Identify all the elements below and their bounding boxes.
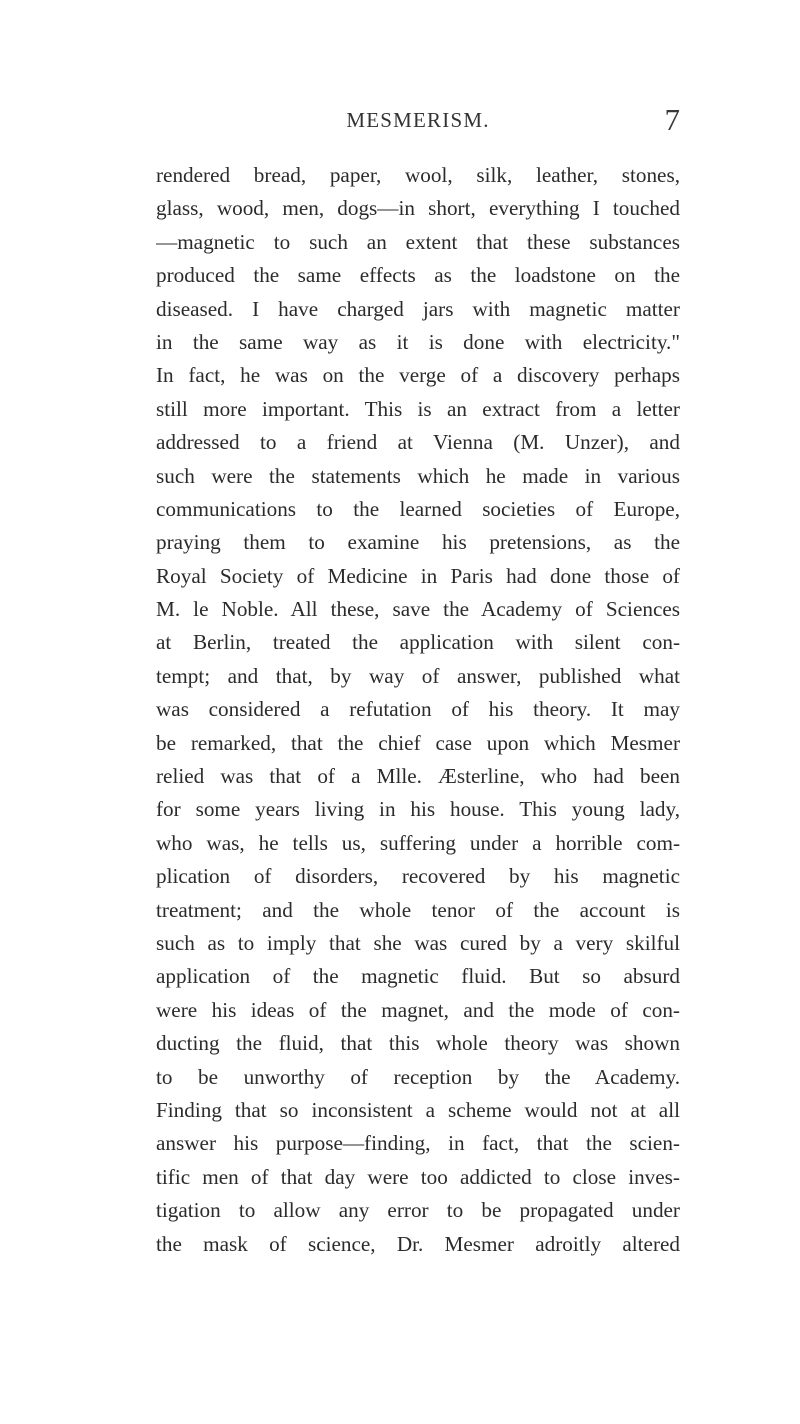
text-line: was considered a refutation of his theory. It may (156, 697, 680, 722)
text-line: glass, wood, men, dogs—in short, everything I touched (156, 196, 680, 221)
text-line: in the same way as it is done with electricity." (156, 329, 680, 354)
text-line: tigation to allow any error to be propagated under (156, 1198, 680, 1223)
text-line: M. le Noble. All these, save the Academy of Sciences (156, 597, 680, 622)
text-line: to be unworthy of reception by the Academy. (156, 1064, 680, 1089)
text-line: for some years living in his house. This young lady, (156, 797, 680, 822)
text-line: Finding that so inconsistent a scheme would not at all (156, 1097, 680, 1122)
text-line: —magnetic to such an extent that these substances (156, 229, 680, 254)
running-header (156, 102, 680, 137)
text-line: Royal Society of Medicine in Paris had done those of (156, 563, 680, 588)
text-line: the mask of science, Dr. Mesmer adroitly altered (156, 1231, 680, 1256)
text-line: answer his purpose—finding, in fact, that the scien- (156, 1131, 680, 1156)
text-line: addressed to a friend at Vienna (M. Unzer), and (156, 430, 680, 455)
text-line: praying them to examine his pretensions, as the (156, 530, 680, 555)
text-line: were his ideas of the magnet, and the mode of con- (156, 997, 680, 1022)
text-line: application of the magnetic fluid. But so absurd (156, 964, 680, 989)
text-line: such as to imply that she was cured by a very skilful (156, 930, 680, 955)
text-line: In fact, he was on the verge of a discovery perhaps (156, 363, 680, 388)
text-line: communications to the learned societies of Europe, (156, 496, 680, 521)
text-line: produced the same effects as the loadstone on the (156, 263, 680, 288)
body-text (156, 159, 680, 1261)
text-line: rendered bread, paper, wool, silk, leather, stones, (156, 163, 680, 187)
text-line: relied was that of a Mlle. Æsterline, who had been (156, 764, 680, 789)
text-line: tific men of that day were too addicted to close inves- (156, 1164, 680, 1189)
text-line: who was, he tells us, suffering under a horrible com- (156, 830, 680, 855)
page-number: 7 (664, 102, 680, 137)
header-title: MESMERISM. (346, 108, 490, 132)
text-line: at Berlin, treated the application with silent con- (156, 630, 680, 655)
text-line: plication of disorders, recovered by his magnetic (156, 864, 680, 889)
text-line: tempt; and that, by way of answer, published what (156, 663, 680, 688)
text-line: treatment; and the whole tenor of the account is (156, 897, 680, 922)
text-line: diseased. I have charged jars with magnetic matter (156, 296, 680, 321)
text-line: be remarked, that the chief case upon which Mesmer (156, 730, 680, 755)
text-line: such were the statements which he made in various (156, 463, 680, 488)
text-line: ducting the fluid, that this whole theory was shown (156, 1031, 680, 1056)
text-line: still more important. This is an extract from a letter (156, 396, 680, 421)
